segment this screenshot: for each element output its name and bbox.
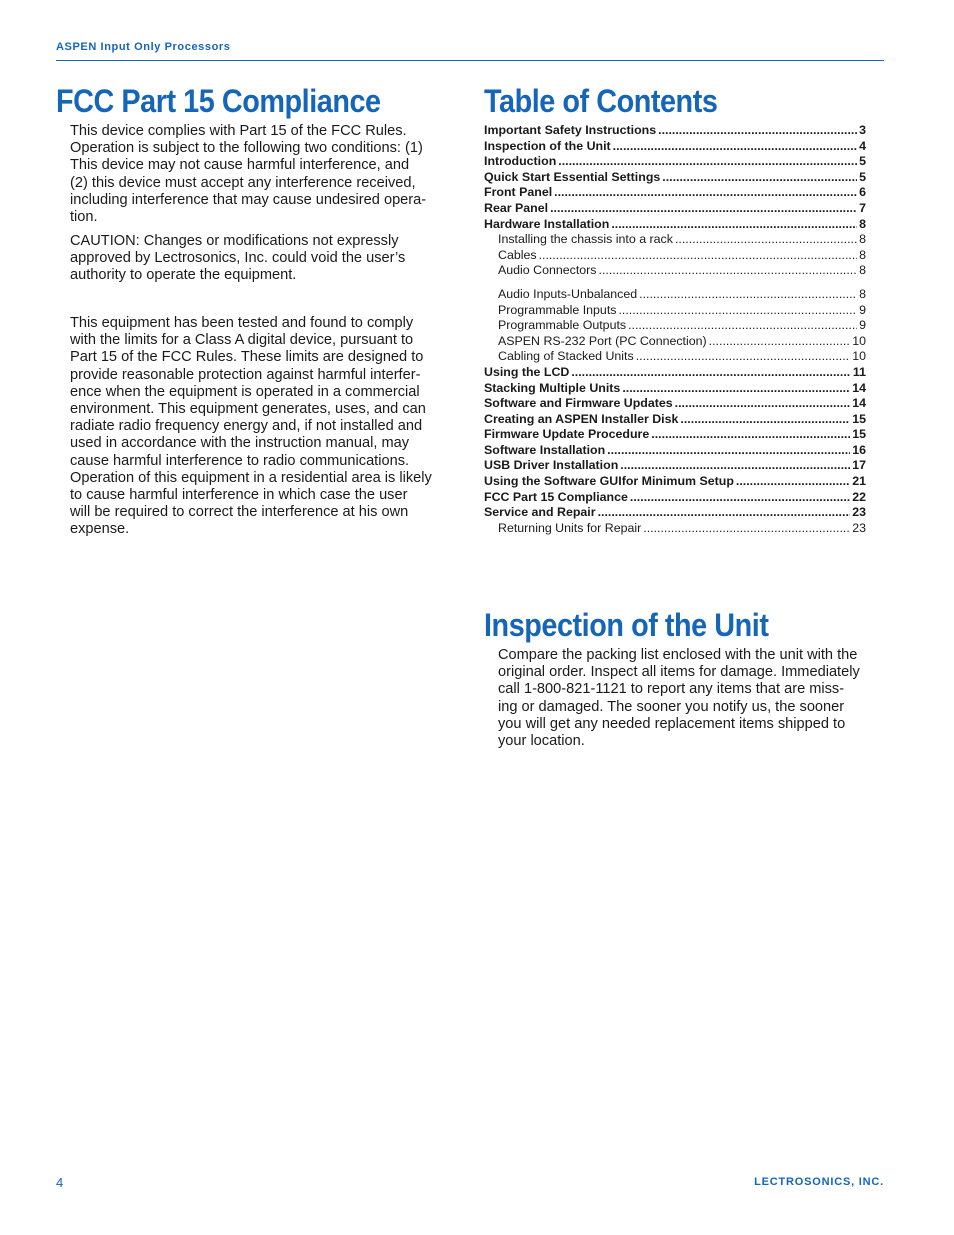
toc-entry-label: Important Safety Instructions [484,123,657,137]
toc-entry-label: Service and Repair [484,505,596,520]
toc-entry[interactable] [484,287,866,303]
toc-entry[interactable] [484,474,866,490]
toc-entry-label: Hardware Installation [484,216,610,231]
toc-entry-page: 23 [852,520,866,535]
text-line: Operation of this equipment in a residential area is likely [70,469,432,486]
toc-entry[interactable] [484,154,866,170]
toc-heading: Table of Contents [484,83,718,119]
text-line: with the limits for a Class A digital device, pursuant to [70,332,414,349]
fcc-paragraph-3 [70,315,432,539]
toc-entry-page: 22 [852,489,866,504]
toc-entry-label: Inspection of the Unit [484,138,611,153]
toc-entry[interactable] [484,365,866,381]
toc-leader-dots [736,474,850,490]
toc-entry-label: ASPEN RS-232 Port (PC Connection) [498,333,707,348]
toc-entry[interactable] [484,170,866,186]
toc-leader-dots [598,505,851,521]
toc-entry-label: Using the Software GUIfor Minimum Setup [484,474,734,489]
toc-entry[interactable] [484,217,866,233]
text-line: Compare the packing list enclosed with the unit with the [498,647,858,663]
text-line: you will get any needed replacement items shipped to [498,715,846,732]
toc-leader-dots [558,154,857,170]
toc-leader-dots [539,248,858,264]
text-line: ing or damaged. The sooner you notify us, the sooner [498,698,845,715]
inspection-paragraph [498,647,860,750]
toc-entry-label: Software and Firmware Updates [484,396,673,411]
toc-leader-dots [571,365,851,381]
toc-leader-dots [675,396,851,412]
page-number: 4 [56,1175,64,1190]
toc-entry-page: 3 [859,123,866,137]
toc-entry-page: 15 [852,411,866,426]
toc-entry[interactable] [484,318,866,334]
toc-entry-page: 21 [852,474,866,489]
toc-entry-page: 5 [859,154,866,169]
toc-entry-label: Audio Inputs-Unbalanced [498,286,638,301]
toc-leader-dots [628,318,857,334]
toc-entry-page: 9 [859,302,866,317]
text-line: expense. [70,521,130,538]
toc-entry[interactable] [484,303,866,319]
toc-entry-label: Front Panel [484,185,553,200]
toc-entry-label: Programmable Inputs [498,302,617,317]
toc-leader-dots [709,334,851,350]
toc-entry[interactable] [484,185,866,201]
toc-entry-page: 10 [852,349,866,364]
toc-entry[interactable] [484,443,866,459]
toc-gap [484,279,866,287]
running-header: ASPEN Input Only Processors [56,41,231,53]
toc-entry-page: 11 [852,364,866,379]
toc-entry-label: Stacking Multiple Units [484,380,621,395]
toc-entry[interactable] [484,248,866,264]
text-line: This device may not cause harmful interference, and [70,157,410,174]
toc-entry-page: 4 [859,138,866,153]
toc-entry[interactable] [484,505,866,521]
text-line: environment. This equipment generates, uses, and can [70,401,426,418]
toc-leader-dots [639,287,857,303]
toc-entry-label: Cabling of Stacked Units [498,349,634,364]
toc-entry-label: Creating an ASPEN Installer Disk [484,411,679,426]
toc-entry[interactable] [484,334,866,350]
fcc-paragraph-2 [70,233,405,285]
text-line: Part 15 of the FCC Rules. These limits are designed to [70,349,424,366]
toc-entry-page: 5 [859,169,866,184]
text-line: provide reasonable protection against harmful interfer- [70,366,421,383]
toc-leader-dots [651,427,850,443]
toc-entry-page: 8 [859,232,866,247]
text-line: cause harmful interference to radio communications. [70,452,410,469]
text-line: This equipment has been tested and found to comply [70,315,414,331]
text-line: This device complies with Part 15 of the FCC Rules. [70,123,407,139]
toc-entry-label: USB Driver Installation [484,458,619,473]
toc-entry[interactable] [484,263,866,279]
company-name: LECTROSONICS, INC. [754,1176,884,1188]
toc-leader-dots [607,443,850,459]
toc-leader-dots [636,349,851,365]
table-of-contents [484,123,866,536]
toc-entry-label: Programmable Outputs [498,318,627,333]
toc-entry[interactable] [484,139,866,155]
toc-entry-page: 6 [859,185,866,200]
toc-leader-dots [554,185,857,201]
toc-leader-dots [630,490,850,506]
text-line: authority to operate the equipment. [70,267,297,284]
fcc-paragraph-1 [70,123,426,226]
toc-entry-page: 23 [852,505,866,520]
text-line: (2) this device must accept any interference received, [70,174,416,191]
toc-entry[interactable] [484,490,866,506]
toc-entry-page: 16 [852,442,866,457]
header-rule [56,60,884,61]
toc-entry-page: 8 [859,286,866,301]
toc-entry[interactable] [484,349,866,365]
toc-leader-dots [662,170,857,186]
toc-entry-label: Quick Start Essential Settings [484,169,661,184]
toc-entry-label: Cables [498,247,537,262]
toc-entry-label: Audio Connectors [498,263,597,278]
toc-leader-dots [611,217,857,233]
toc-entry[interactable] [484,381,866,397]
toc-leader-dots [620,458,850,474]
toc-leader-dots [550,201,857,217]
toc-entry[interactable] [484,521,866,537]
toc-entry-label: Firmware Update Procedure [484,427,650,442]
toc-entry-label: FCC Part 15 Compliance [484,489,628,504]
text-line: CAUTION: Changes or modifications not expressly [70,233,399,249]
toc-entry[interactable] [484,232,866,248]
toc-entry-label: Returning Units for Repair [498,520,642,535]
toc-entry[interactable] [484,412,866,428]
toc-entry-page: 7 [859,200,866,215]
toc-entry-label: Installing the chassis into a rack [498,232,673,247]
text-line: including interference that may cause undesired opera- [70,191,427,208]
toc-leader-dots [599,263,858,279]
toc-leader-dots [643,521,850,537]
toc-leader-dots [622,381,850,397]
toc-entry[interactable] [484,427,866,443]
text-line: will be required to correct the interference at his own [70,504,409,521]
text-line: used in accordance with the instruction manual, may [70,435,410,452]
toc-leader-dots [675,232,857,248]
toc-entry-page: 15 [852,427,866,442]
toc-entry[interactable] [484,123,866,139]
text-line: to cause harmful interference in which case the user [70,487,408,504]
toc-entry-label: Using the LCD [484,364,570,379]
text-line: tion. [70,209,98,226]
toc-entry-label: Rear Panel [484,200,549,215]
toc-entry[interactable] [484,396,866,412]
toc-entry-page: 8 [859,263,866,278]
toc-entry-page: 8 [859,247,866,262]
text-line: Operation is subject to the following two conditions: (1) [70,140,423,157]
toc-entry-page: 14 [852,380,866,395]
inspection-heading: Inspection of the Unit [484,607,769,643]
toc-entry-label: Software Installation [484,442,606,457]
toc-leader-dots [680,412,850,428]
text-line: original order. Inspect all items for damage. Immediately [498,664,860,681]
toc-entry-page: 8 [859,216,866,231]
text-line: radiate radio frequency energy and, if not installed and [70,418,423,435]
toc-entry-label: Introduction [484,154,557,169]
text-line: your location. [498,733,585,750]
text-line: approved by Lectrosonics, Inc. could void the user’s [70,250,406,267]
toc-entry-page: 10 [852,333,866,348]
text-line: ence when the equipment is operated in a commercial [70,383,420,400]
toc-entry-page: 9 [859,318,866,333]
text-line: call 1-800-821-1121 to report any items that are miss- [498,681,845,698]
toc-entry[interactable] [484,458,866,474]
fcc-heading: FCC Part 15 Compliance [56,83,381,119]
toc-leader-dots [613,139,857,155]
toc-leader-dots [618,303,857,319]
toc-leader-dots [658,123,857,139]
toc-entry-page: 17 [852,458,866,473]
toc-entry-page: 14 [852,396,866,411]
toc-entry[interactable] [484,201,866,217]
